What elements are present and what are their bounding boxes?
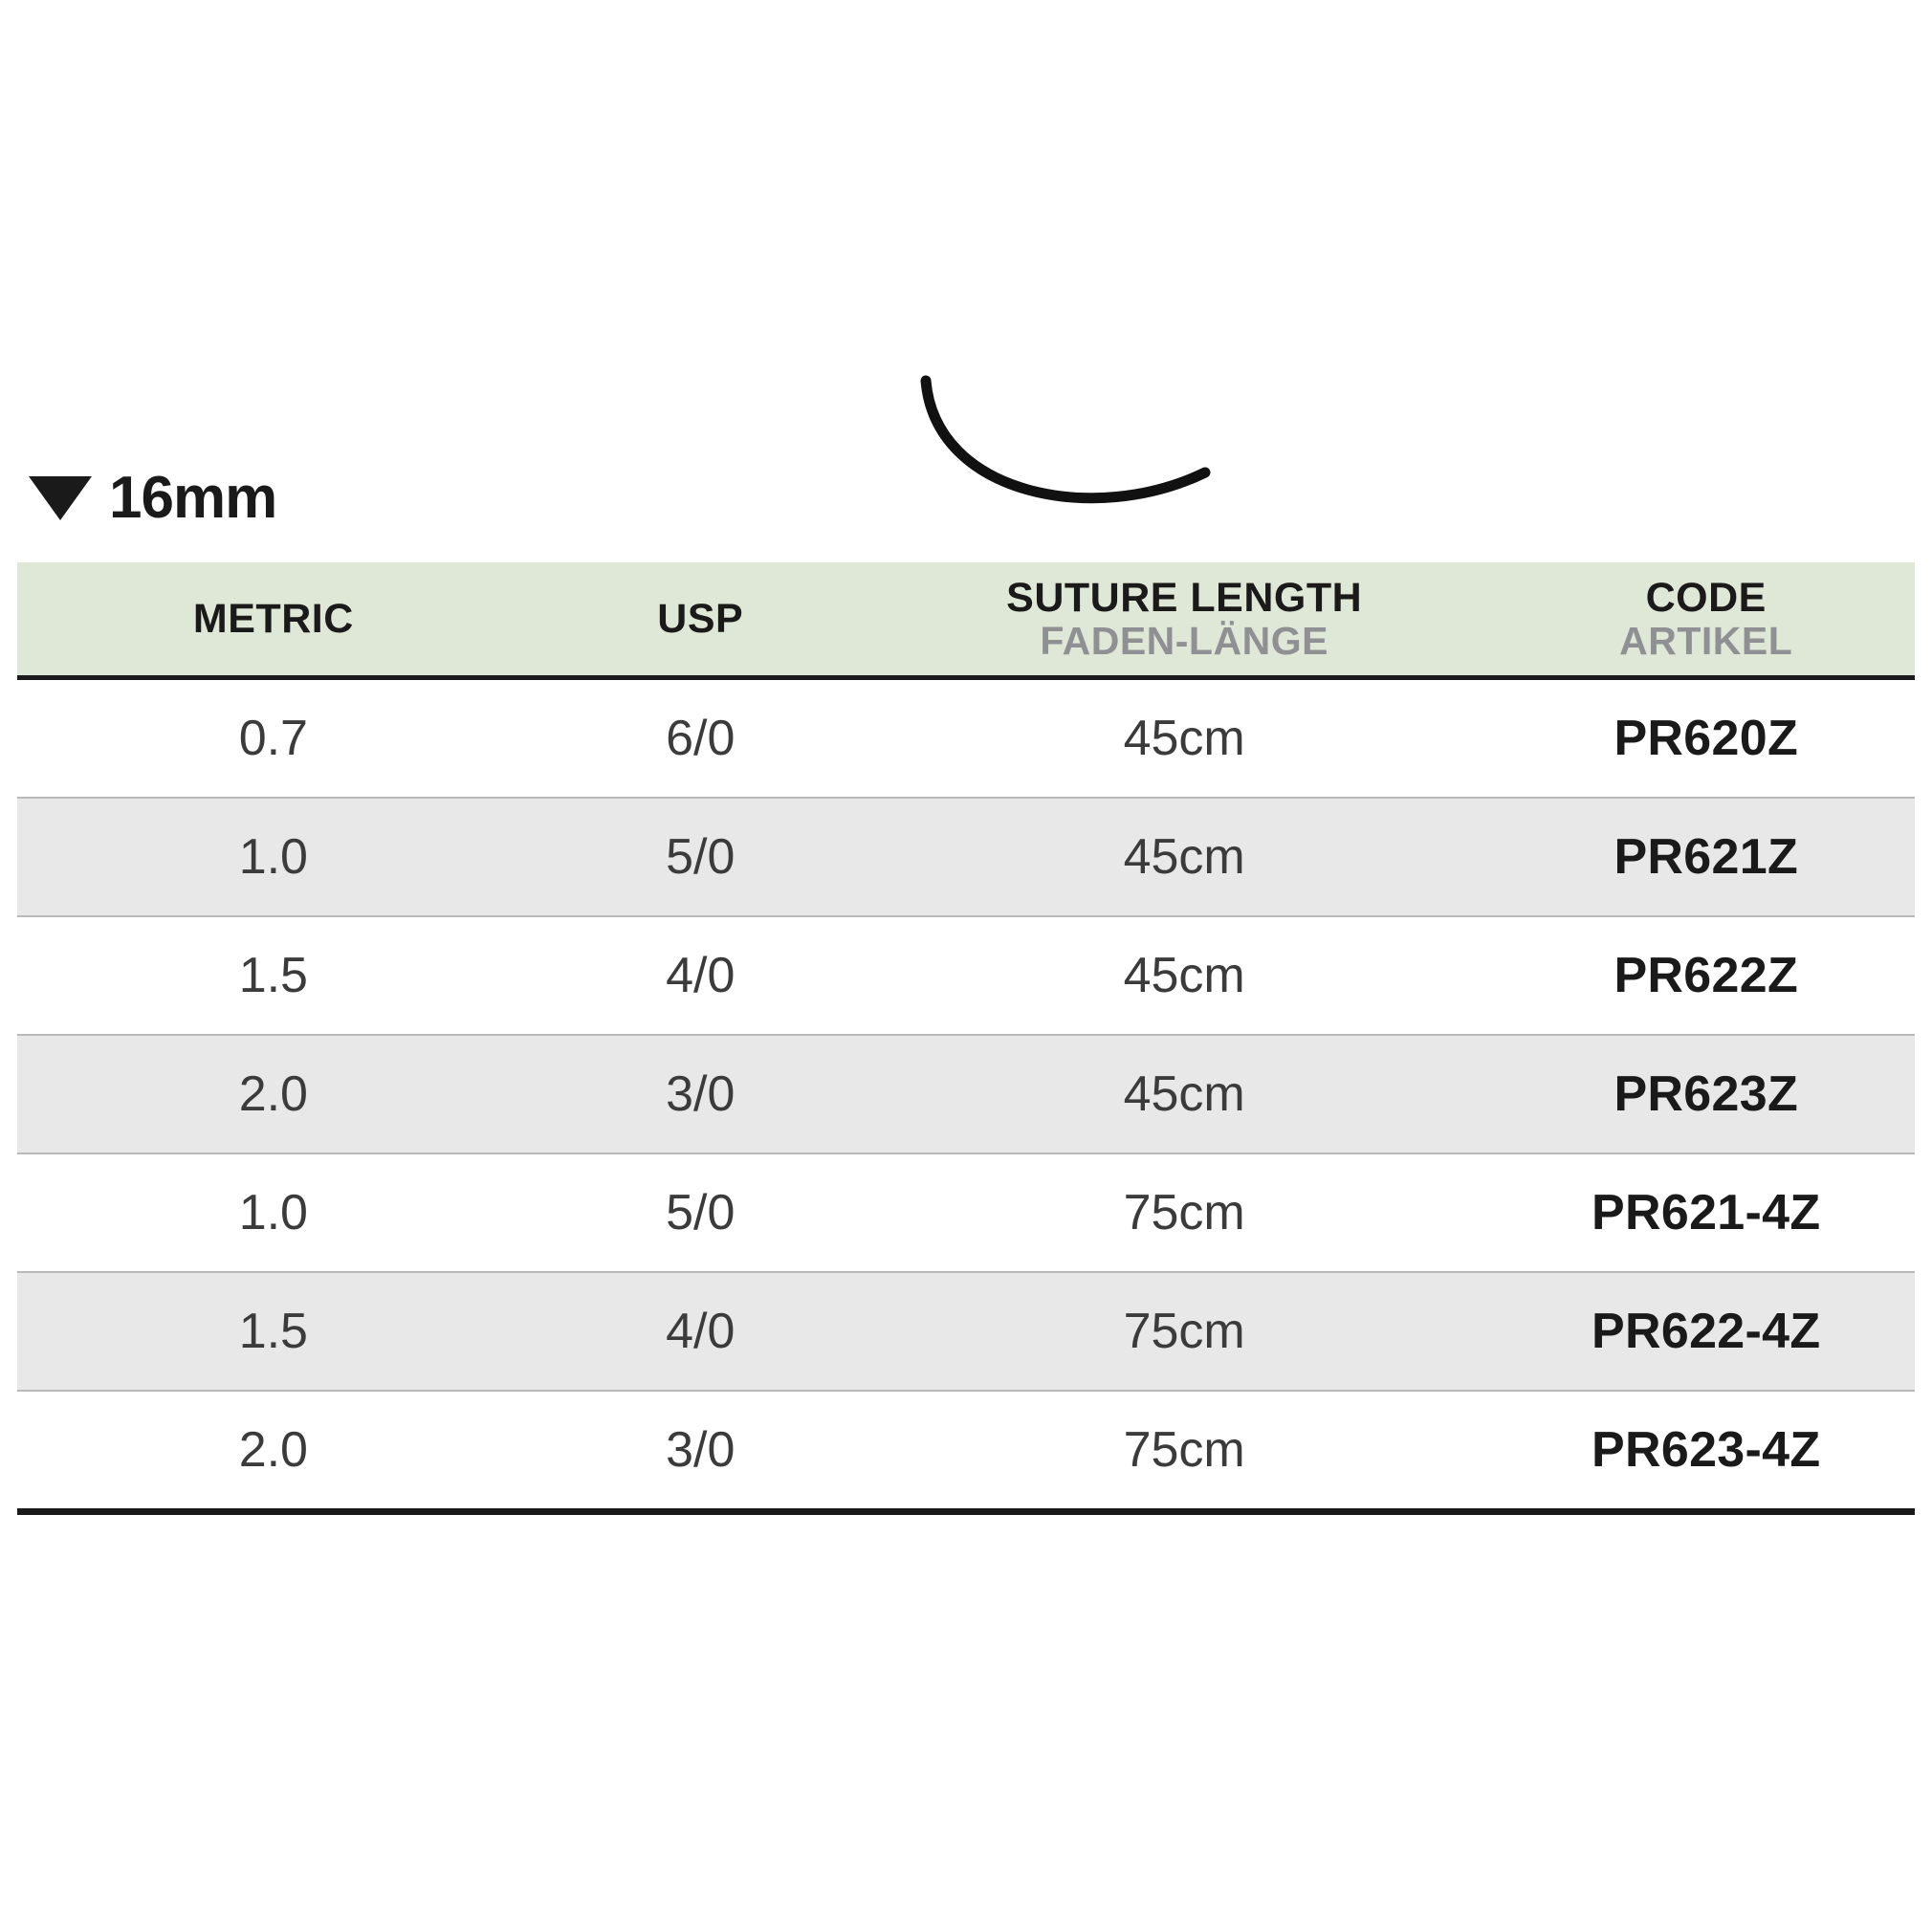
column-header-usp-main: USP bbox=[657, 595, 744, 642]
triangle-down-icon bbox=[29, 476, 92, 520]
column-header-suture-length bbox=[871, 576, 1498, 663]
column-header-code-main: CODE bbox=[1645, 574, 1767, 621]
cell-code: PR623-4Z bbox=[1592, 1422, 1821, 1478]
table-row bbox=[17, 680, 1915, 799]
needle-size-marker bbox=[29, 465, 277, 531]
cell-suture-length: 45cm bbox=[1123, 948, 1245, 1003]
cell-usp: 3/0 bbox=[666, 1066, 735, 1122]
column-header-metric bbox=[17, 597, 530, 641]
cell-code: PR621-4Z bbox=[1592, 1185, 1821, 1240]
cell-code: PR620Z bbox=[1614, 711, 1799, 766]
specification-table bbox=[17, 562, 1915, 1515]
cell-usp: 5/0 bbox=[666, 829, 735, 885]
cell-metric: 2.0 bbox=[238, 1066, 308, 1122]
cell-metric: 1.5 bbox=[238, 1304, 308, 1359]
cell-code: PR623Z bbox=[1614, 1066, 1799, 1122]
cell-metric: 1.0 bbox=[238, 829, 308, 885]
cell-metric: 1.5 bbox=[238, 948, 308, 1003]
curved-needle-illustration bbox=[918, 373, 1301, 526]
cell-usp: 4/0 bbox=[666, 1304, 735, 1359]
table-row bbox=[17, 799, 1915, 917]
column-header-metric-main: METRIC bbox=[192, 595, 354, 642]
cell-suture-length: 75cm bbox=[1123, 1422, 1245, 1478]
cell-usp: 5/0 bbox=[666, 1185, 735, 1240]
table-row bbox=[17, 1154, 1915, 1273]
cell-code: PR622-4Z bbox=[1592, 1304, 1821, 1359]
cell-metric: 1.0 bbox=[238, 1185, 308, 1240]
cell-metric: 2.0 bbox=[238, 1422, 308, 1478]
column-header-code bbox=[1498, 576, 1915, 663]
cell-suture-length: 45cm bbox=[1123, 829, 1245, 885]
table-header-row bbox=[17, 562, 1915, 680]
cell-usp: 3/0 bbox=[666, 1422, 735, 1478]
cell-metric: 0.7 bbox=[238, 711, 308, 766]
cell-usp: 4/0 bbox=[666, 948, 735, 1003]
table-row bbox=[17, 917, 1915, 1036]
column-header-suture-length-main: SUTURE LENGTH bbox=[1006, 574, 1363, 621]
cell-code: PR621Z bbox=[1614, 829, 1799, 885]
cell-code: PR622Z bbox=[1614, 948, 1799, 1003]
cell-suture-length: 45cm bbox=[1123, 1066, 1245, 1122]
column-header-usp bbox=[530, 597, 871, 641]
cell-suture-length: 75cm bbox=[1123, 1185, 1245, 1240]
curved-needle-icon bbox=[918, 373, 1301, 516]
column-header-code-sub: ARTIKEL bbox=[1619, 619, 1793, 664]
needle-size-label: 16mm bbox=[109, 465, 277, 531]
column-header-suture-length-sub: FADEN-LÄNGE bbox=[1040, 619, 1328, 664]
cell-usp: 6/0 bbox=[666, 711, 735, 766]
table-row bbox=[17, 1273, 1915, 1392]
table-bottom-rule bbox=[17, 1508, 1915, 1515]
table-row bbox=[17, 1392, 1915, 1508]
table-row bbox=[17, 1036, 1915, 1154]
cell-suture-length: 75cm bbox=[1123, 1304, 1245, 1359]
cell-suture-length: 45cm bbox=[1123, 711, 1245, 766]
